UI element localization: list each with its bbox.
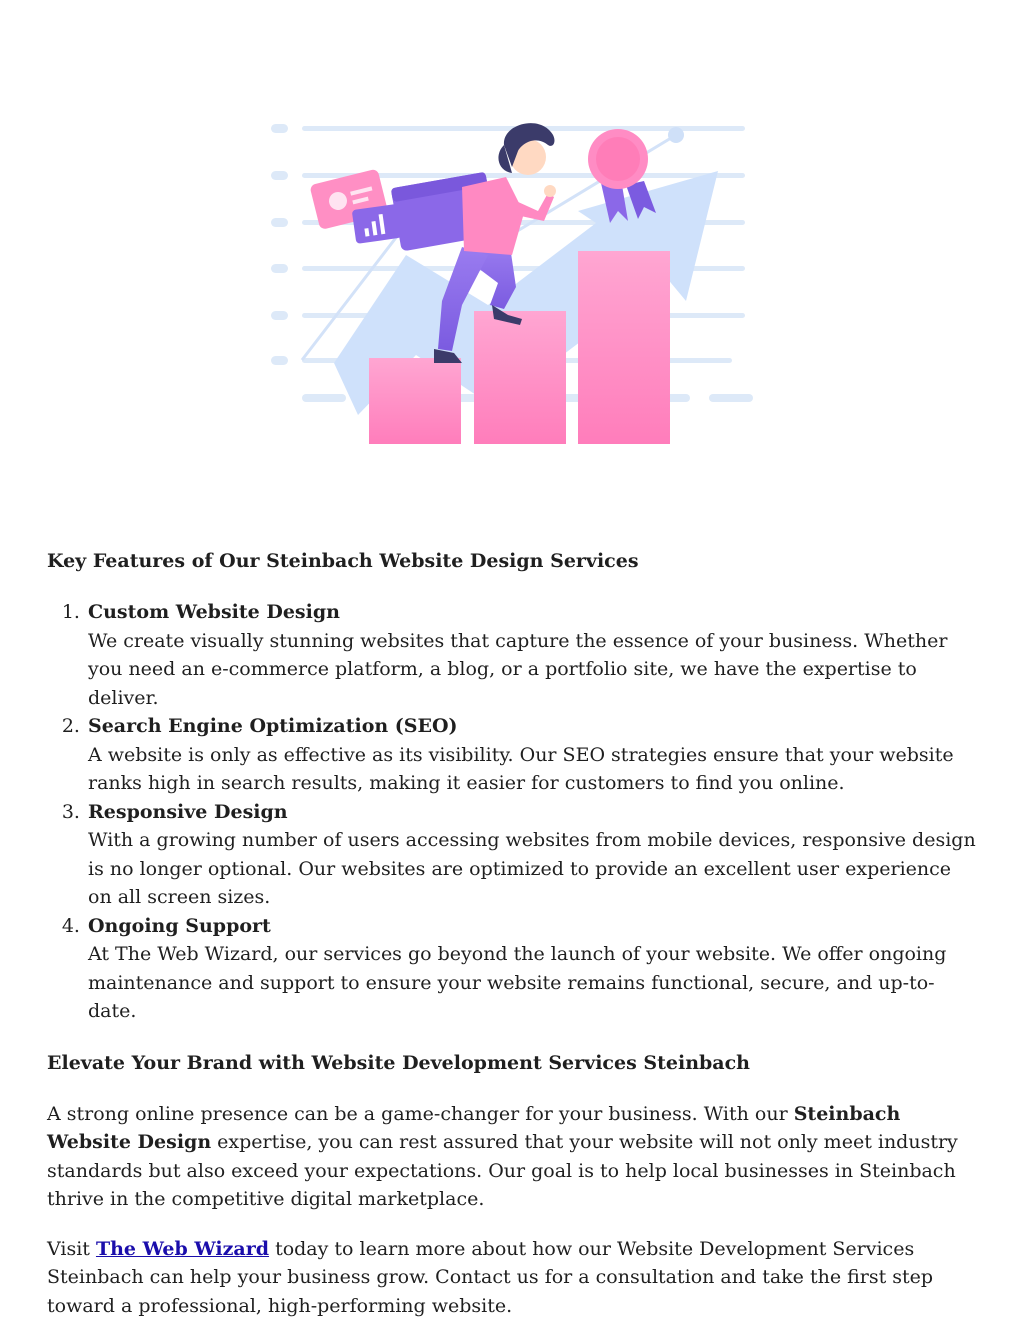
feature-description: At The Web Wizard, our services go beyond the launch of your website. We offer ongoing maintenance and support to ensure your website remains functional, secure, and up-to-date. (88, 943, 947, 1022)
brand-paragraph (47, 1100, 977, 1214)
list-item (86, 598, 977, 712)
paragraph-text: expertise, you can rest assured that your website will not only meet industry standards but also exceed your expectations. Our goal is to help local businesses in Steinbach thrive in the competitive digital marketplace. (47, 1131, 958, 1210)
web-wizard-link[interactable]: The Web Wizard (95, 1237, 270, 1260)
paragraph-text: today to learn more about how our Website Development Services Steinbach can help your business grow. Contact us for a consultation and take the first step toward a professional, high-performing website. (47, 1237, 934, 1317)
feature-title: 4. Ongoing Support (88, 914, 271, 937)
feature-title: 3. Responsive Design (88, 800, 288, 823)
list-item (86, 798, 977, 912)
feature-description: A website is only as effective as its visibility. Our SEO strategies ensure that your website ranks high in search results, making it easier for customers to find you online. (88, 743, 954, 794)
features-heading: Key Features of Our Steinbach Website Design Services (47, 550, 639, 572)
person-climbing-chart-icon (266, 115, 758, 450)
elevate-heading: Elevate Your Brand with Website Development Services Steinbach (47, 1051, 750, 1074)
main-content (47, 546, 977, 1320)
features-list (47, 598, 977, 1026)
list-item (86, 912, 977, 1026)
feature-title: 2. Search Engine Optimization (SEO) (88, 715, 458, 737)
paragraph-text: Visit (47, 1237, 96, 1260)
bold-keyword: Steinbach Website Design (47, 1102, 901, 1153)
visit-paragraph (47, 1235, 977, 1321)
feature-description: With a growing number of users accessing websites from mobile devices, responsive design is no longer optional. Our websites are optimized to provide an excellent user experience on all screen sizes. (88, 829, 976, 908)
paragraph-text: A strong online presence can be a game-changer for your business. With our (47, 1102, 794, 1125)
list-item (86, 712, 977, 798)
growth-chart-illustration (266, 115, 758, 450)
feature-title: 1. Custom Website Design (88, 601, 340, 623)
feature-description: We create visually stunning websites that capture the essence of your business. Whether you need an e-commerce platform, a blog, or a portfolio site, we have the expertise to deliver. (88, 629, 948, 709)
